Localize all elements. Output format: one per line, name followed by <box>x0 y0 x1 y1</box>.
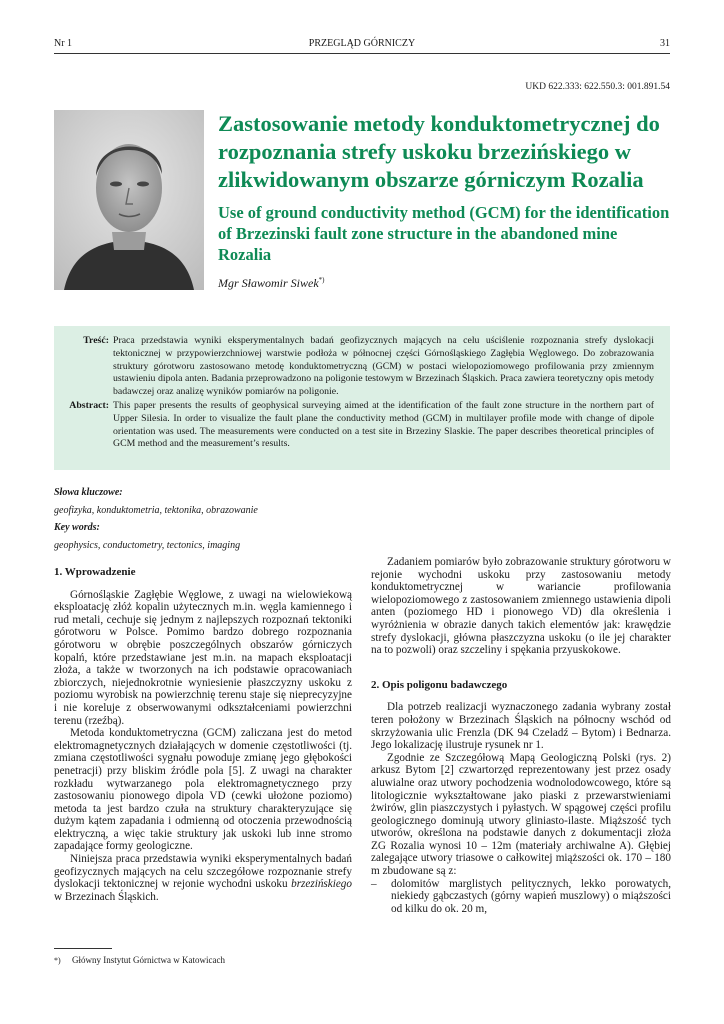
section-2-paragraph-1: Dla potrzeb realizacji wyznaczonego zadania wybrany został teren położony w Brzezinach Śląskich na północny wschód od skrzyżowania ulic Frenzla (DK 94 Czeladź – Bytom) i Bednarza. Jego lokalizację ilustruje rysunek nr 1. <box>371 701 671 752</box>
author-photo <box>54 110 204 290</box>
keywords-polish: geofizyka, konduktometria, tektonika, obrazowanie <box>54 504 258 516</box>
keywords-block <box>54 484 374 554</box>
section-2-paragraph-2: Zgodnie ze Szczegółową Mapą Geologiczną Polski (rys. 2) arkusz Bytom [2] czwartorzęd reprezentowany jest przez osady aluwialne oraz utwory pochodzenia wodnolodowcowego, które są litologicznie wykształtowane jako piaski z przewarstwieniami żwirów, glin piaszczystych i pyłastych. W spągowej części profilu geologicznego dominują utwory gliniasto-ilaste. Miąższość tych utworów, określona na podstawie danych z dokumentacji złoża ZG Rozalia wynosi 10 – 12m (materiały archiwalne A). Głębiej zalegające utwory triasowe o całkowitej miąższości ok. 170 – 180 m zbudowane są z: <box>371 751 671 878</box>
list-item-text: dolomitów marglistych pelitycznych, lekko porowatych, niekiedy gąbczastych (górny wapień muszlowy) o miąższości od kilku do ok. 20 m, <box>391 877 671 915</box>
author-footnote-mark: *) <box>318 276 325 284</box>
abstract-box <box>54 326 670 470</box>
section-1-paragraph-3-end: w Brzezinach Śląskich. <box>54 890 159 903</box>
article-title-polish: Zastosowanie metody konduktometrycznej do rozpoznania strefy uskoku brzezińskiego w zlikwidowanym obszarze górniczym Rozalia <box>218 111 660 192</box>
abstract-english-text: This paper presents the results of geophysical surveying aimed at the identification of the fault zone structure in the northern part of Upper Silesia. In order to visualize the fault plane the conductivity method (GCM) in multilayer profile mode with change of dipole orientation was used. The measurements were conducted on a test site in Brzeziny Slaskie. The paper describes theoretical principles of GCM method and the measurement’s results. <box>113 399 654 450</box>
author-line <box>218 276 325 291</box>
abstract-polish-text: Praca przedstawia wyniki eksperymentalnych badań geofizycznych mających na celu uściślenie rozpoznania strefy dyslokacji tektonicznej w przypowierzchniowej warstwie podłoża w północnej części Górnośląskiego Zagłębia Węglowego. Do zobrazowania struktury górotworu zastosowano metodę konduktometryczną (GCM) w postaci wielopoziomowego profilowania przy zmiennym ustawieniu dipola anten. Badania przeprowadzono na poligonie testowym w Brzezinach Śląskich. Praca zawiera teoretyczny opis metody badawczej oraz analizę wyników pomiarów na poligonie. <box>113 335 654 398</box>
abstract-english-label: Abstract: <box>69 399 109 411</box>
author-portrait-image <box>54 110 204 290</box>
section-1-paragraph-2: Metoda konduktometryczna (GCM) zaliczana jest do metod elektromagnetycznych działających w domenie częstotliwości (tj. zmiana częstotliwości sygnału powoduje zmianę jego głębokości penetracji) przy bliskim źródle pola [5]. Z uwagi na charakter rozkładu wytwarzanego pola elektromagnetycznego przy zastosowaniu pionowego dipola VD (cewki ułożone poziomo) metoda ta jest bardzo czuła na struktury charakteryzujące się dużym kątem zapadania i odmienną od otoczenia przewodnością elektryczną, a więc takie struktury jak uskoki lub inne stromo zapadające formy geologiczne. <box>54 727 352 853</box>
footnote-mark: *) <box>54 956 61 965</box>
section-1-paragraph-1: Górnośląskie Zagłębie Węglowe, z uwagi na wielowiekową eksploatację złóż kopalin użytecznych m.in. węgla kamiennego i rud metali, cechuje się jednym z najlepszych rozpoznań tektoniki górotworu w Polsce. Pomimo bardzo dobrego rozpoznania górotworu w obrębie poszczególnych obszarów górniczych kopalń, które przedstawiane jest m.in. na mapach eksploatacji złoża, a także w tworzonych na ich podstawie opracowaniach zbiorczych, niejednokrotnie wyniesienie płaszczyzny uskoku z poziomu wyrobisk na powierzchnię terenu staje się nieprecyzyjne i nie koreluje z obserwowanymi odkształceniami powierzchni terenu (rzeźbą). <box>54 588 352 727</box>
issue-number: Nr 1 <box>54 38 73 49</box>
section-1-paragraph-3-text: Niniejsza praca przedstawia wyniki eksperymentalnych badań geofizycznych mających na celu szczegółowe rozpoznanie strefy dyslokacji tektonicznej w rejonie wychodni uskoku <box>54 853 352 891</box>
footnote-divider <box>54 948 112 949</box>
list-item <box>371 878 671 916</box>
ukd-classification: UKD 622.333: 622.550.3: 001.891.54 <box>525 82 670 92</box>
abstract-english <box>62 400 654 451</box>
abstract-polish <box>62 335 654 399</box>
running-header <box>54 38 670 52</box>
keywords-english-label: Key words: <box>54 522 100 533</box>
header-divider <box>54 53 670 54</box>
keywords-polish-label: Słowa kluczowe: <box>54 487 123 498</box>
footnote-text: Główny Instytut Górnictwa w Katowicach <box>72 955 225 965</box>
journal-name: PRZEGLĄD GÓRNICZY <box>308 38 416 49</box>
section-1-heading: 1. Wprowadzenie <box>54 566 136 578</box>
keywords-english: geophysics, conductometry, tectonics, imaging <box>54 539 241 551</box>
section-1-paragraph-4: Zadaniem pomiarów było zobrazowanie struktury górotworu w rejonie wychodni uskoku przy zastosowaniu metody konduktometrycznej w wariancie profilowania wielopoziomowego z zastosowaniem zmiennego ustawienia dipoli anten (poziomego HD i pionowego VD) dla określenia i wyróżnienia w obrazie danych takich elementów jak: krawędzie strefy dyslokacji, główna płaszczyzna uskoku (o ile jej charakter na to pozwoli) oraz szczeliny i spękania przyuskokowe. <box>371 556 671 657</box>
list-bullet: – <box>371 877 377 890</box>
author-name: Mgr Sławomir Siwek <box>218 276 319 290</box>
section-1-paragraph-3-italic: brzezińskiego <box>291 878 352 891</box>
page-number: 31 <box>660 38 670 49</box>
section-1-paragraph-3 <box>54 853 352 903</box>
section-2-heading: 2. Opis poligonu badawczego <box>371 678 508 691</box>
article-title-english: Use of ground conductivity method (GCM) for the identification of Brzezinski fault zone structure in the abandoned mine Rozalia <box>218 203 670 264</box>
right-column <box>371 556 671 915</box>
footnote <box>54 955 225 965</box>
abstract-polish-label: Treść: <box>83 335 109 346</box>
left-column <box>54 566 352 903</box>
